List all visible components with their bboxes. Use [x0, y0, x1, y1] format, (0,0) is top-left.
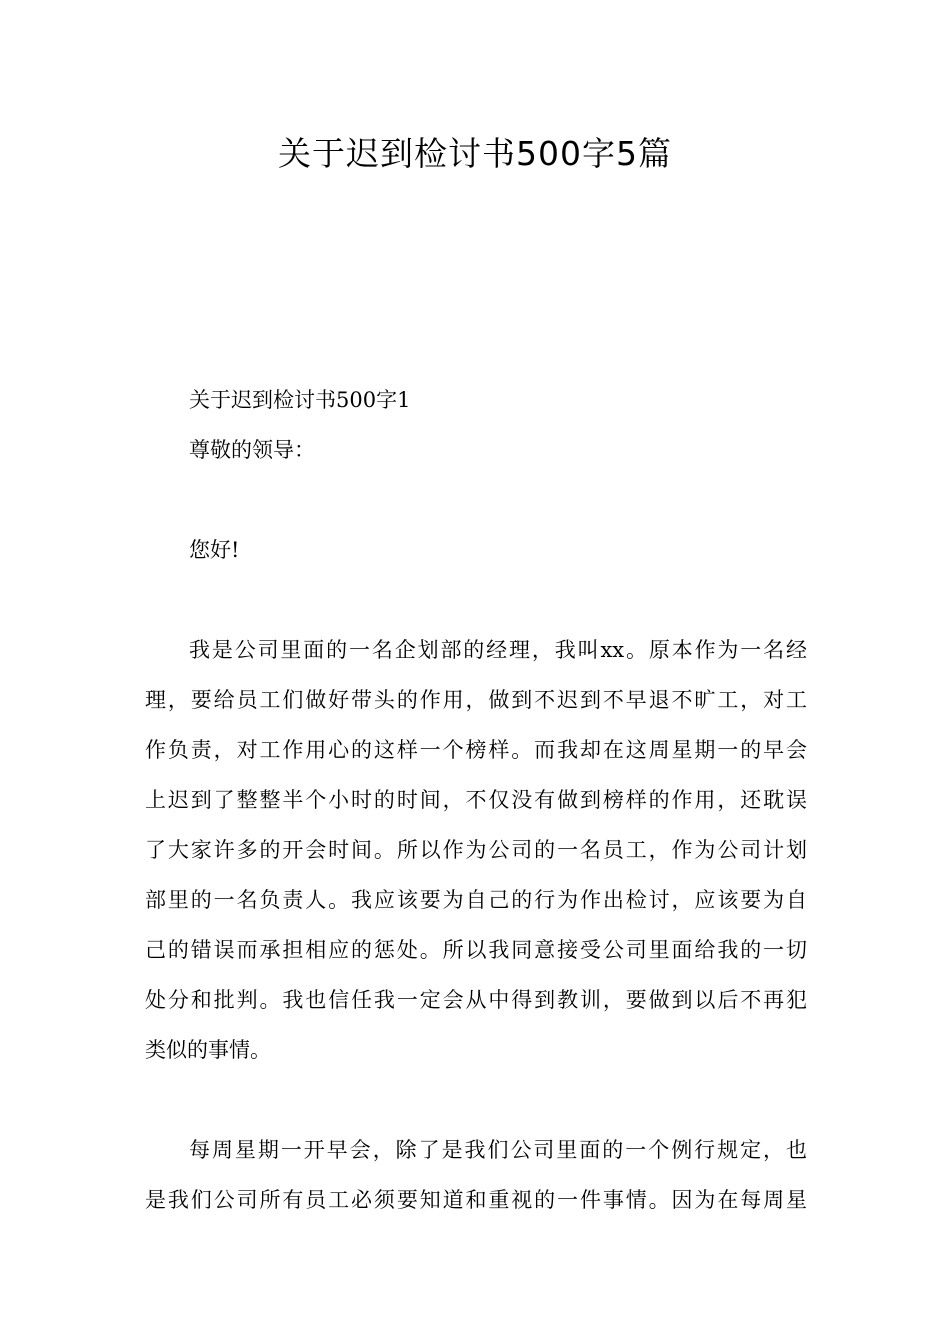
paragraph-line: 上迟到了整整半个小时的时间，不仅没有做到榜样的作用，还耽误 [145, 788, 807, 812]
paragraph-line: 是我们公司所有员工必须要知道和重视的一件事情。因为在每周星 [145, 1188, 807, 1212]
paragraph-1 [145, 625, 807, 1075]
greeting-block [145, 525, 807, 575]
paragraph-line: 理，要给员工们做好带头的作用，做到不迟到不早退不旷工，对工 [145, 688, 807, 712]
paragraph-line: 作负责，对工作用心的这样一个榜样。而我却在这周星期一的早会 [145, 738, 807, 762]
document-title: 关于迟到检讨书500字5篇 [278, 134, 672, 173]
paragraph-line: 了大家许多的开会时间。所以作为公司的一名员工，作为公司计划 [145, 838, 807, 862]
paragraph-line: 类似的事情。 [145, 1038, 271, 1062]
paragraph-line: 我是公司里面的一名企划部的经理，我叫xx。原本作为一名经 [189, 638, 807, 662]
salutation: 尊敬的领导： [189, 438, 315, 462]
paragraph-2 [145, 1125, 807, 1225]
paragraph-line: 每周星期一开早会，除了是我们公司里面的一个例行规定，也 [189, 1138, 807, 1162]
salutation-block [145, 425, 807, 475]
section-heading: 关于迟到检讨书500字1 [189, 388, 411, 412]
paragraph-line: 处分和批判。我也信任我一定会从中得到教训，要做到以后不再犯 [145, 988, 807, 1012]
paragraph-line: 部里的一名负责人。我应该要为自己的行为作出检讨，应该要为自 [145, 888, 807, 912]
paragraph-line: 己的错误而承担相应的惩处。所以我同意接受公司里面给我的一切 [145, 938, 807, 962]
greeting: 您好! [189, 538, 240, 562]
section-heading-block [145, 375, 807, 425]
